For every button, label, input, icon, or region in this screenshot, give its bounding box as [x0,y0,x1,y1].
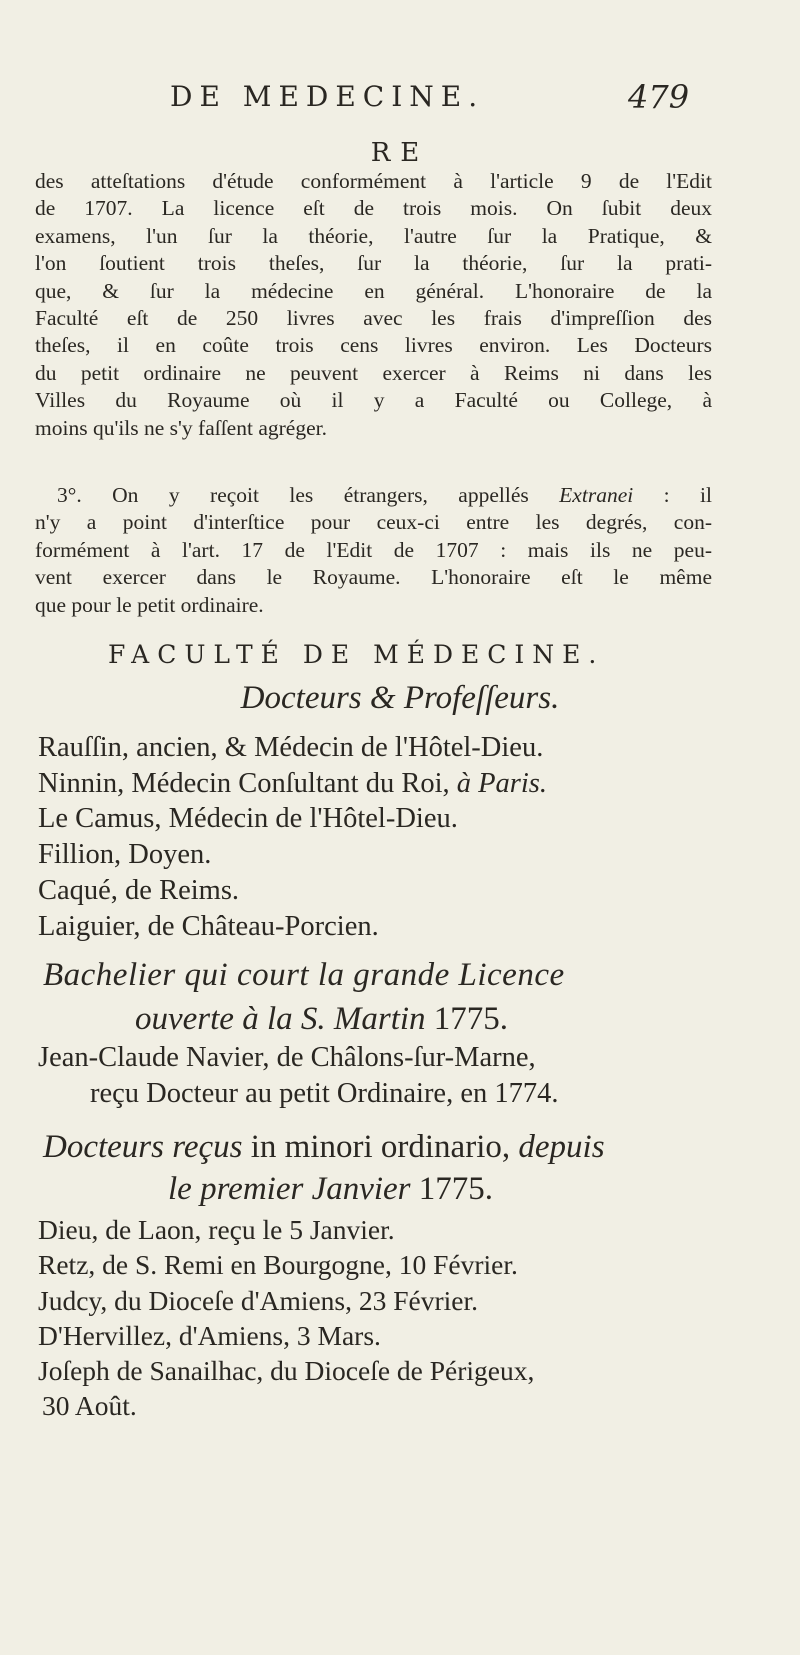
list-item: Joſeph de Sanailhac, du Dioceſe de Périgeux, [38,1355,535,1387]
list-item: Rauſſin, ancien, & Médecin de l'Hôtel-Dieu. [38,732,544,763]
text-line: que pour le petit ordinaire. [35,592,264,617]
heading-segment: le premier Janvier [168,1171,419,1207]
heading-line [43,997,723,1041]
entry-line: reçu Docteur au petit Ordinaire, en 1774. [90,1078,559,1109]
received-heading [43,1126,723,1210]
heading-year: 1775. [418,1171,494,1207]
list-item: 30 Août. [42,1390,137,1422]
text-line: moins qu'ils ne s'y faſſent agréger. [35,415,327,440]
bachelier-heading [43,953,723,1041]
list-item: Laiguier, de Château-Porcien. [38,910,379,942]
heading-segment: Docteurs reçus [43,1129,243,1165]
professors-heading: Docteurs & Profeſſeurs. [240,680,560,716]
list-item [38,766,738,802]
text-line: que, & ſur la médecine en général. L'honoraire de la [35,278,712,303]
professors-list [38,730,738,944]
list-item: Dieu, de Laon, reçu le 5 Janvier. [38,1214,395,1245]
text-line: de 1707. La licence eſt de trois mois. On ſubit deux [35,196,712,221]
text-line: n'y a point d'interſtice pour ceux-ci entre les degrés, con- [35,510,712,535]
text-line: l'on ſoutient trois theſes, ſur la théorie, ſur la prati- [35,251,712,276]
latin-term: Extranei [559,483,634,507]
heading-year: 1775. [433,1001,509,1037]
text-line: theſes, il en coûte trois cens livres environ. Les Docteurs [35,333,712,358]
text-line: examens, l'un ſur la théorie, l'autre ſur la Pratique, & [35,223,712,248]
running-head [0,80,800,124]
heading-segment: in minori ordinario, [242,1129,519,1165]
received-doctors-list [38,1212,738,1424]
text-segment: 3°. On y reçoit les étrangers, appellés [57,483,560,507]
faculty-title: FACULTÉ DE MÉDECINE. [108,640,605,669]
heading-line [43,1168,723,1210]
text-line: Faculté eſt de 250 livres avec les frais d'impreſſion des [35,306,712,331]
running-head-title: DE MEDECINE. [170,80,485,113]
catchword: RE [370,138,430,168]
list-item: D'Hervillez, d'Amiens, 3 Mars. [38,1319,381,1351]
text-line [35,482,712,509]
text-line: du petit ordinaire ne peuvent exercer à Reims ni dans les [35,360,712,385]
professor-name: Ninnin, Médecin Conſultant du Roi, [38,767,457,799]
list-item: Caqué, de Reims. [38,874,240,906]
text-line: formément à l'art. 17 de l'Edit de 1707 : mais ils ne peu- [35,537,712,562]
entry-line: Jean-Claude Navier, de Châlons-ſur-Marne, [38,1042,536,1073]
list-item: Fillion, Doyen. [38,839,212,871]
heading-line: Bachelier qui court la grande Licence [43,957,565,993]
text-line: Villes du Royaume où il y a Faculté ou College, à [35,388,712,413]
paragraph-licence [35,168,712,442]
list-item: Retz, de S. Remi en Bourgogne, 10 Février. [38,1249,518,1281]
heading-segment: ouverte à la S. Martin [135,1001,434,1037]
text-line: des atteſtations d'étude conformément à l'article 9 de l'Edit [35,169,712,193]
page-number: 479 [628,78,690,116]
professor-place: à Paris. [456,767,548,799]
bachelier-entry [38,1040,738,1112]
paragraph-etrangers [35,482,712,619]
list-item: Judcy, du Dioceſe d'Amiens, 23 Février. [38,1284,479,1316]
list-item: Le Camus, Médecin de l'Hôtel-Dieu. [38,803,458,835]
heading-segment: depuis [518,1129,605,1165]
heading-line [43,1126,723,1168]
text-segment: : il [633,483,712,507]
text-line: vent exercer dans le Royaume. L'honoraire eſt le même [35,565,712,590]
